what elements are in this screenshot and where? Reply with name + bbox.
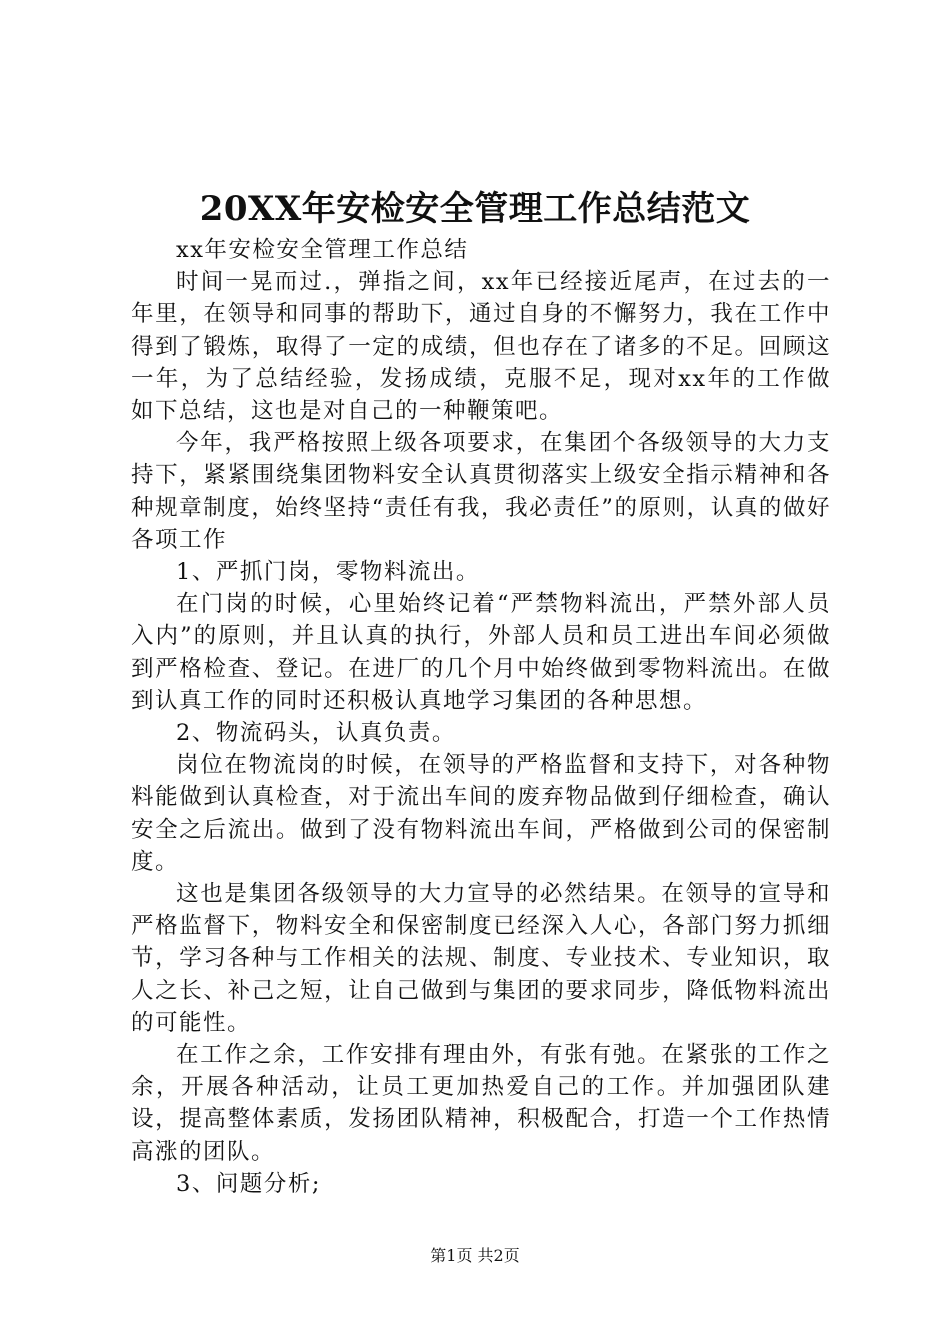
section-heading-3: 3、问题分析; bbox=[176, 1170, 321, 1197]
document-title: 20XX年安检安全管理工作总结范文 bbox=[199, 189, 751, 229]
paragraph-section-2: 岗位在物流岗的时候，在领导的严格监督和支持下，对各种物料能做到认真检查，对于流出车间的废弃物品做到仔细检查，确认安全之后流出。做到了没有物料流出车间，严格做到公司的保密制度。 bbox=[131, 752, 831, 875]
paragraph-promotion: 这也是集团各级领导的大力宣导的必然结果。在领导的宣导和严格监督下，物料安全和保密制度已经深入人心，各部门努力抓细节，学习各种与工作相关的法规、制度、专业技术、专业知识，取人之长、补己之短，让自己做到与集团的要求同步，降低物料流出的可能性。 bbox=[131, 881, 831, 1036]
paragraph-intro: 时间一晃而过.，弹指之间，xx年已经接近尾声，在过去的一年里，在领导和同事的帮助下，通过自身的不懈努力，我在工作中得到了锻炼，取得了一定的成绩，但也存在了诸多的不足。回顾这一年，为了总结经验，发扬成绩，克服不足，现对xx年的工作做如下总结，这也是对自己的一种鞭策吧。 bbox=[131, 269, 831, 425]
paragraph-team: 在工作之余，工作安排有理由外，有张有弛。在紧张的工作之余，开展各种活动，让员工更加热爱自己的工作。并加强团队建设，提高整体素质，发扬团队精神，积极配合，打造一个工作热情高涨的团队。 bbox=[131, 1042, 831, 1165]
page-footer: 第1页 共2页 bbox=[430, 1246, 520, 1265]
paragraph-subtitle: xx年安检安全管理工作总结 bbox=[176, 237, 469, 263]
paragraph-overview: 今年，我严格按照上级各项要求，在集团个各级领导的大力支持下，紧紧围绕集团物料安全认真贯彻落实上级安全指示精神和各种规章制度，始终坚持“责任有我，我必责任”的原则，认真的做好各项工作 bbox=[131, 430, 831, 553]
paragraph-section-1: 在门岗的时候，心里始终记着“严禁物料流出，严禁外部人员入内”的原则，并且认真的执行，外部人员和员工进出车间必须做到严格检查、登记。在进厂的几个月中始终做到零物料流出。在做到认真工作的同时还积极认真地学习集团的各种思想。 bbox=[131, 591, 831, 714]
section-heading-1: 1、严抓门岗，零物料流出。 bbox=[176, 559, 480, 586]
section-heading-2: 2、物流码头，认真负责。 bbox=[176, 720, 456, 747]
document-body bbox=[131, 234, 831, 1200]
